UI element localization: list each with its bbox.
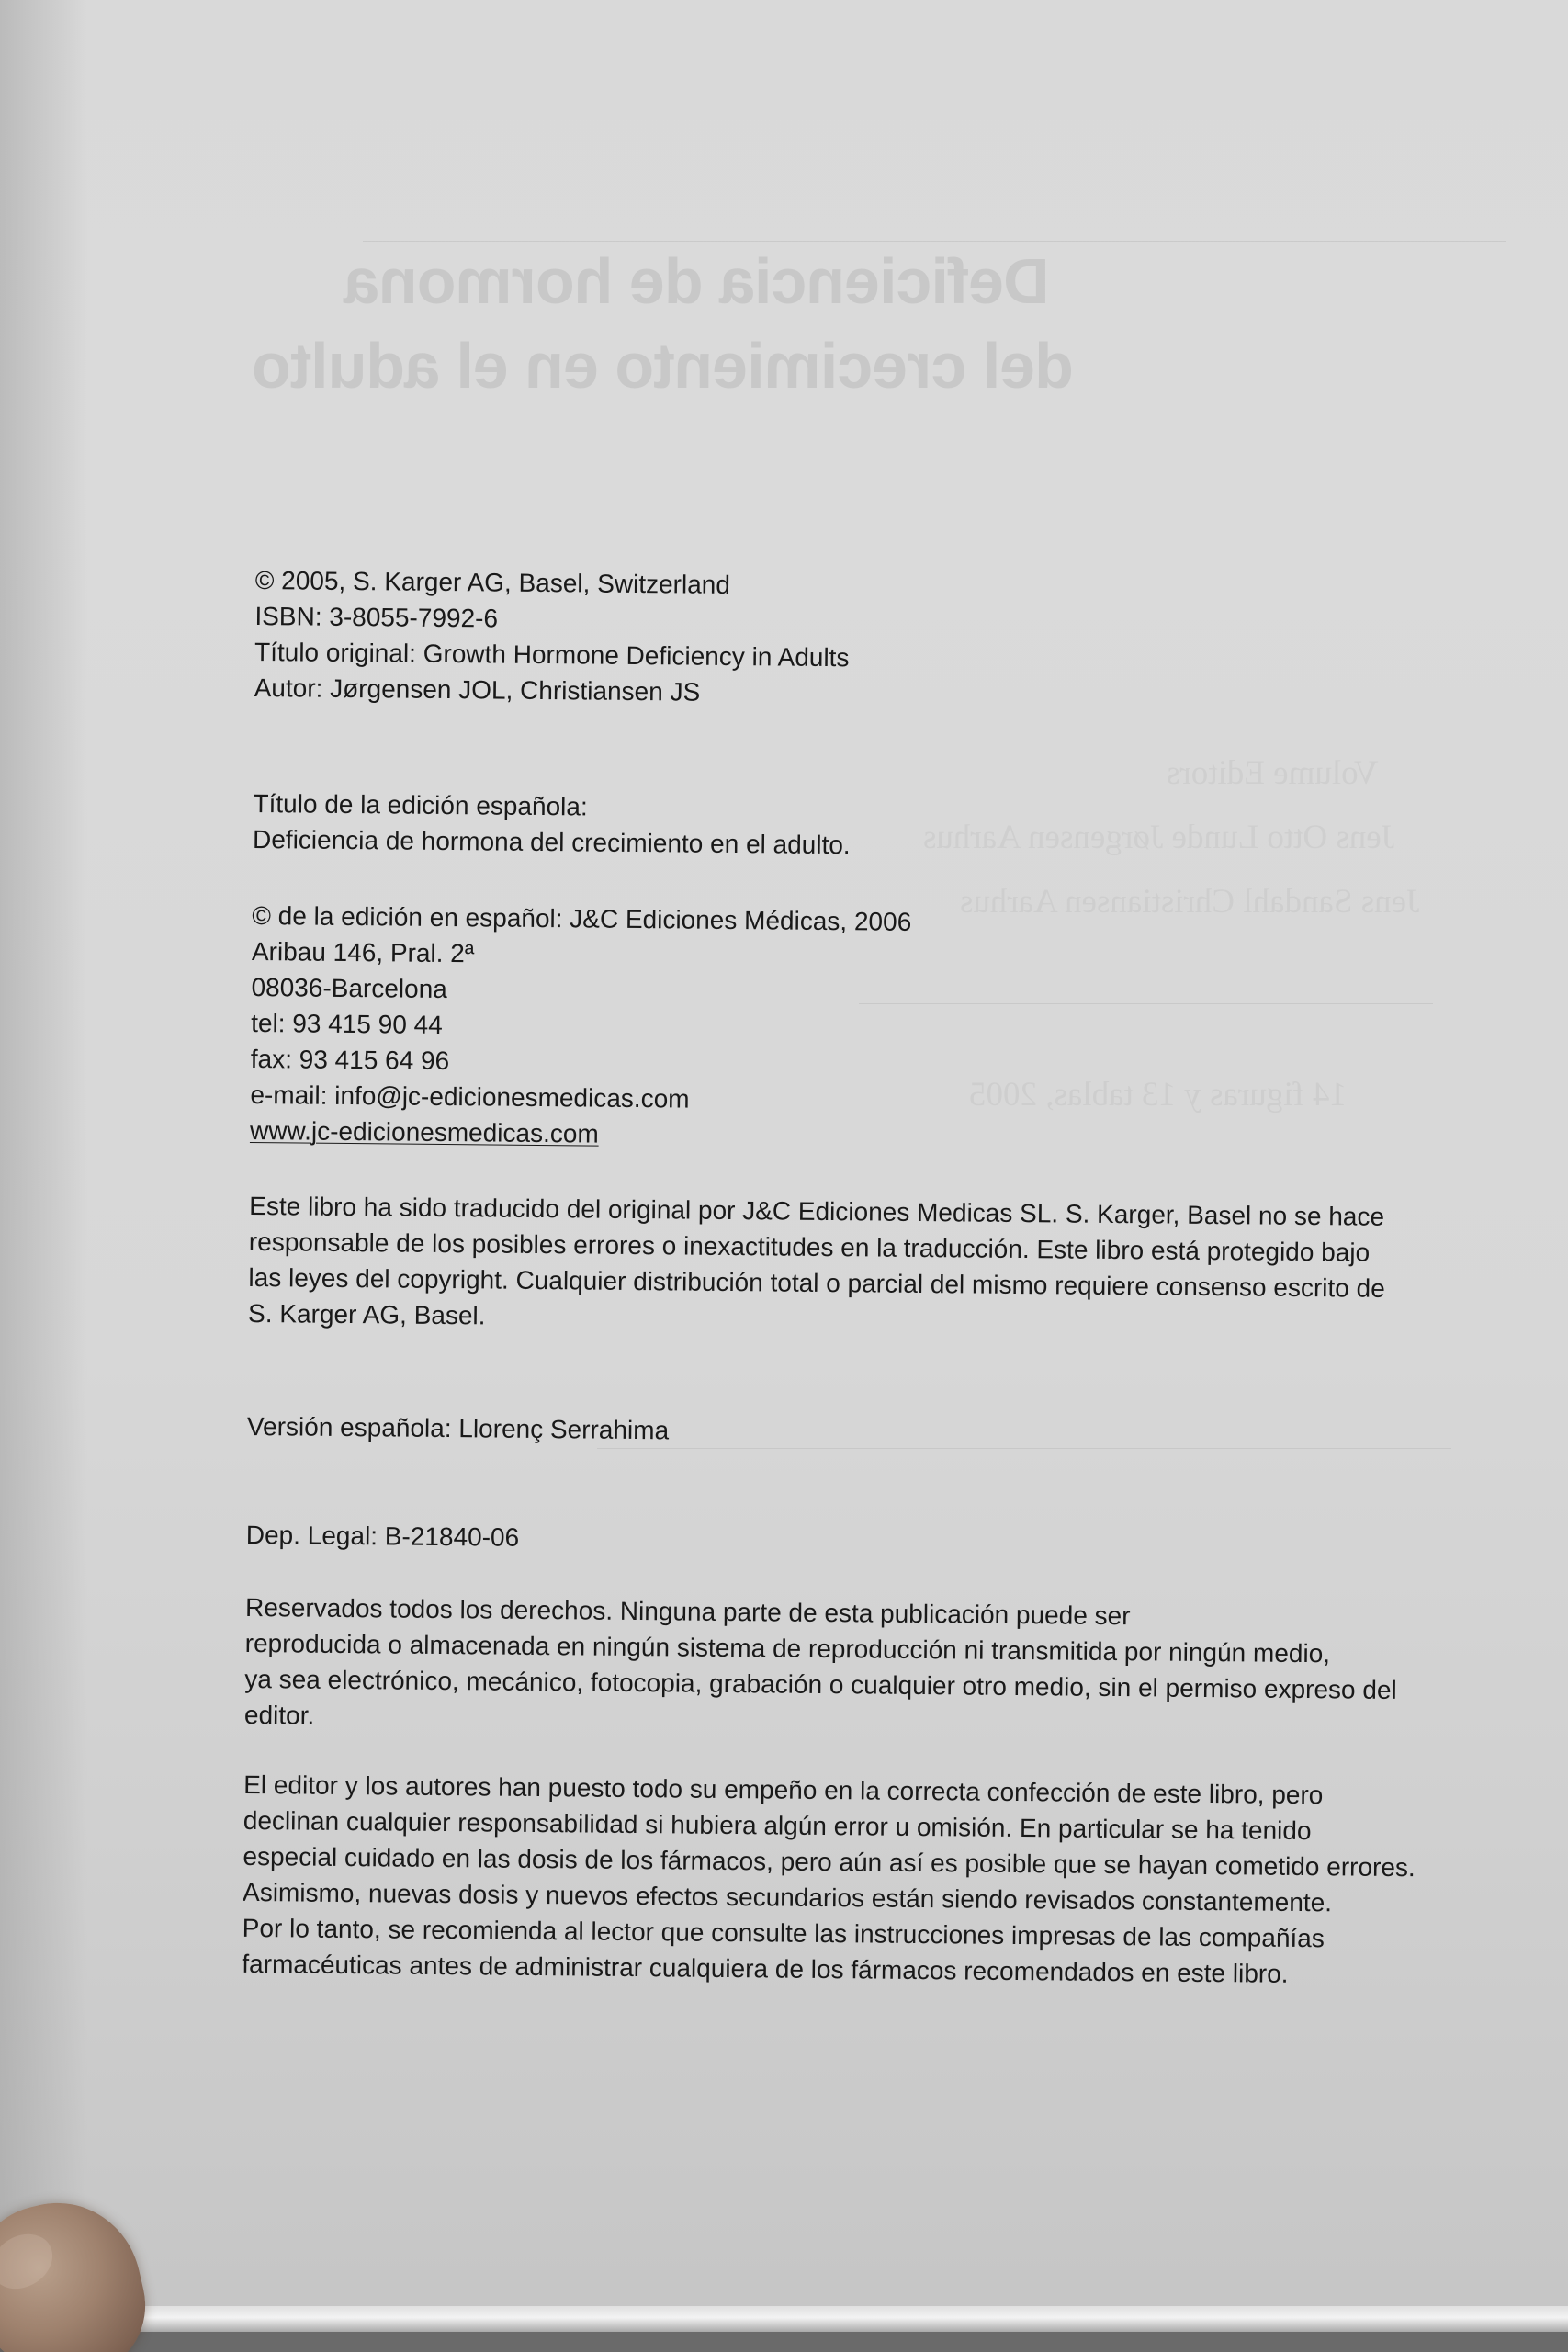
spanish-edition-copyright: © de la edición en español: J&C Ediciones Médicas, 2006: [252, 900, 912, 936]
original-title-line: Título original: Growth Hormone Deficiency in Adults: [254, 637, 850, 673]
show-through-figures-tables: 14 figuras y 13 tablas, 2005: [969, 1076, 1348, 1114]
spanish-title-block: [253, 786, 851, 863]
publisher-email: e-mail: info@jc-edicionesmedicas.com: [250, 1080, 690, 1114]
rights-notice-line: Reservados todos los derechos. Ninguna parte de esta publicación puede ser: [244, 1592, 1131, 1631]
show-through-volume-editors: Volume Editors: [1167, 754, 1379, 792]
show-through-rule: [363, 241, 1506, 242]
isbn-line: ISBN: 3-8055-7992-6: [254, 601, 499, 633]
disclaimer-line: farmacéuticas antes de administrar cualquiera de los fármacos recomendados en este libro.: [242, 1949, 1289, 1988]
show-through-rule-lower: [597, 1448, 1451, 1449]
rights-notice: [244, 1589, 1398, 1744]
show-through-title-line-2: del crecimiento en el adulto: [253, 330, 1074, 401]
publisher-block: [250, 898, 912, 1155]
show-through-editor-1: Jens Otto Lunde Jørgensen Aarhus: [923, 819, 1395, 856]
author-line: Autor: Jørgensen JOL, Christiansen JS: [254, 673, 701, 707]
background-below-page: [0, 2332, 1568, 2352]
thumb-highlight: [0, 2223, 62, 2300]
show-through-rule-lower: [859, 1003, 1433, 1004]
disclaimer-line: especial cuidado en las dosis de los fármacos, pero aún así es posible que se hayan cometido errores.: [243, 1841, 1416, 1883]
disclaimer-notice: [242, 1767, 1416, 1993]
rights-notice-line: ya sea electrónico, mecánico, fotocopia, grabación o cualquier otro medio, sin el permiso expreso del: [244, 1664, 1397, 1704]
spanish-title: Deficiencia de hormona del crecimiento en el adulto.: [252, 824, 851, 860]
disclaimer-line: declinan cualquier responsabilidad si hubiera algún error u omisión. En particular se ha tenido: [243, 1805, 1312, 1846]
legal-deposit: Dep. Legal: B-21840-06: [245, 1520, 520, 1552]
publisher-fax: fax: 93 415 64 96: [250, 1044, 450, 1076]
translation-notice: [248, 1188, 1386, 1342]
translation-notice-line: Este libro ha sido traducido del original por J&C Ediciones Medicas SL. S. Karger, Basel no se hace: [249, 1191, 1385, 1231]
disclaimer-line: El editor y los autores han puesto todo su empeño en la correcta confección de este libro, pero: [243, 1770, 1324, 1810]
rights-notice-line: reproducida o almacenada en ningún sistema de reproducción ni transmitida por ningún medio,: [244, 1628, 1331, 1668]
translation-notice-line: las leyes del copyright. Cualquier distribución total o parcial del mismo requiere consenso escrito de: [248, 1262, 1385, 1303]
spanish-version-credit: Versión española: Llorenç Serrahima: [246, 1411, 670, 1445]
disclaimer-line: Asimismo, nuevas dosis y nuevos efectos secundarios están siendo revisados constantemente.: [242, 1877, 1333, 1917]
legal-deposit-block: [246, 1517, 520, 1555]
spanish-version-block: [247, 1408, 670, 1448]
rights-notice-line: editor.: [243, 1700, 315, 1730]
translation-notice-line: S. Karger AG, Basel.: [248, 1298, 486, 1330]
translation-notice-line: responsable de los posibles errores o inexactitudes en la traducción. Este libro está protegido bajo: [248, 1227, 1371, 1267]
copyright-block: [254, 562, 851, 711]
disclaimer-line: Por lo tanto, se recomienda al lector que consulte las instrucciones impresas de las compañías: [242, 1913, 1325, 1953]
show-through-title-line-1: Deficiencia de hormona: [344, 245, 1050, 317]
publisher-phone: tel: 93 415 90 44: [251, 1008, 443, 1039]
page-bottom-edge: [138, 2306, 1568, 2332]
publisher-city: 08036-Barcelona: [251, 972, 447, 1004]
copyright-line: © 2005, S. Karger AG, Basel, Switzerland: [254, 565, 731, 599]
spanish-title-label: Título de la edición española:: [253, 788, 588, 821]
publisher-website-link[interactable]: www.jc-edicionesmedicas.com: [249, 1115, 599, 1148]
publisher-address: Aribau 146, Pral. 2ª: [251, 936, 475, 968]
show-through-editor-2: Jens Sandahl Christiansen Aarhus: [960, 883, 1420, 921]
page-shadow: [0, 0, 87, 2338]
